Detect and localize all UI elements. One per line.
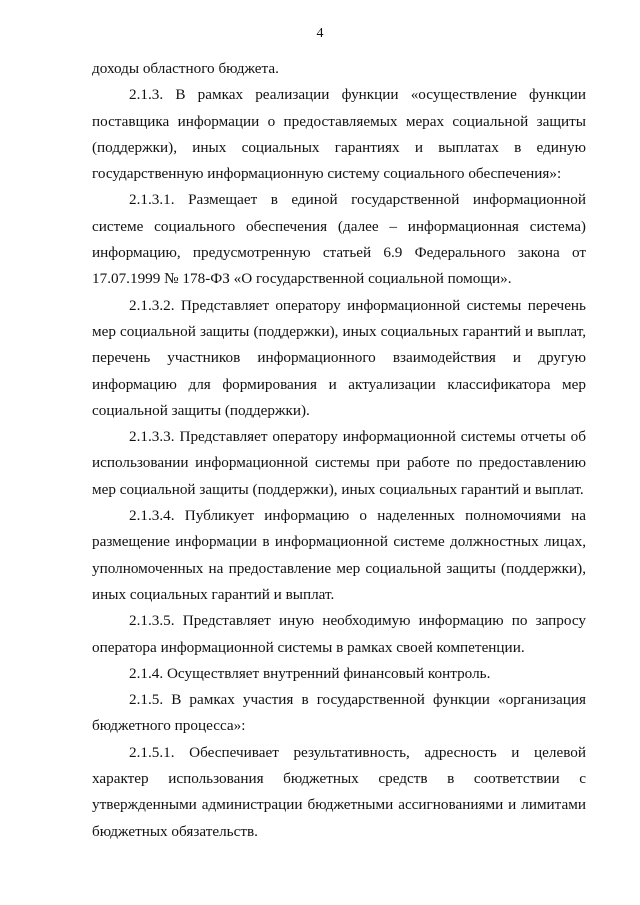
paragraph-budget-income: доходы областного бюджета. bbox=[92, 60, 279, 77]
paragraph-2-1-3-1: 2.1.3.1. Размещает в единой государственной информационной системе социального обеспечения (далее – информационная система) информацию, предусмотренную статьей 6.9 Федерального закона от 17.07.1999 № 178-ФЗ «О государственной социальной помощи». bbox=[92, 191, 586, 288]
paragraph-2-1-3-3: 2.1.3.3. Представляет оператору информационной системы отчеты об использовании информационной системы при работе по предоставлению мер социальной защиты (поддержки), иных социальных гарантий и выплат. bbox=[92, 428, 586, 498]
paragraph-2-1-5: 2.1.5. В рамках участия в государственной функции «организация бюджетного процесса»: bbox=[92, 691, 586, 735]
paragraph-2-1-3-5: 2.1.3.5. Представляет иную необходимую информацию по запросу оператора информационной системы в рамках своей компетенции. bbox=[92, 612, 586, 656]
document-body bbox=[92, 56, 586, 845]
paragraph-2-1-5-1: 2.1.5.1. Обеспечивает результативность, адресность и целевой характер использования бюджетных средств в соответствии с утвержденными администрации бюджетными ассигнованиями и лимитами бюджетных обязательств. bbox=[92, 743, 586, 840]
page-number: 4 bbox=[316, 26, 324, 41]
paragraph-2-1-4: 2.1.4. Осуществляет внутренний финансовый контроль. bbox=[129, 664, 491, 682]
paragraph-2-1-3-2: 2.1.3.2. Представляет оператору информационной системы перечень мер социальной защиты (поддержки), иных социальных гарантий и выплат, перечень участников информационного взаимодействия и другую информацию для формирования и актуализации классификатора мер социальной защиты (поддержки). bbox=[92, 296, 586, 419]
paragraph-2-1-3: 2.1.3. В рамках реализации функции «осуществление функции поставщика информации о предоставляемых мерах социальной защиты (поддержки), иных социальных гарантиях и выплатах в единую государственную информационную систему социального обеспечения»: bbox=[92, 86, 586, 183]
paragraph-2-1-3-4: 2.1.3.4. Публикует информацию о наделенных полномочиями на размещение информации в информационной системе должностных лицах, уполномоченных на предоставление мер социальной защиты (поддержки), иных социальных гарантий и выплат. bbox=[92, 507, 586, 603]
